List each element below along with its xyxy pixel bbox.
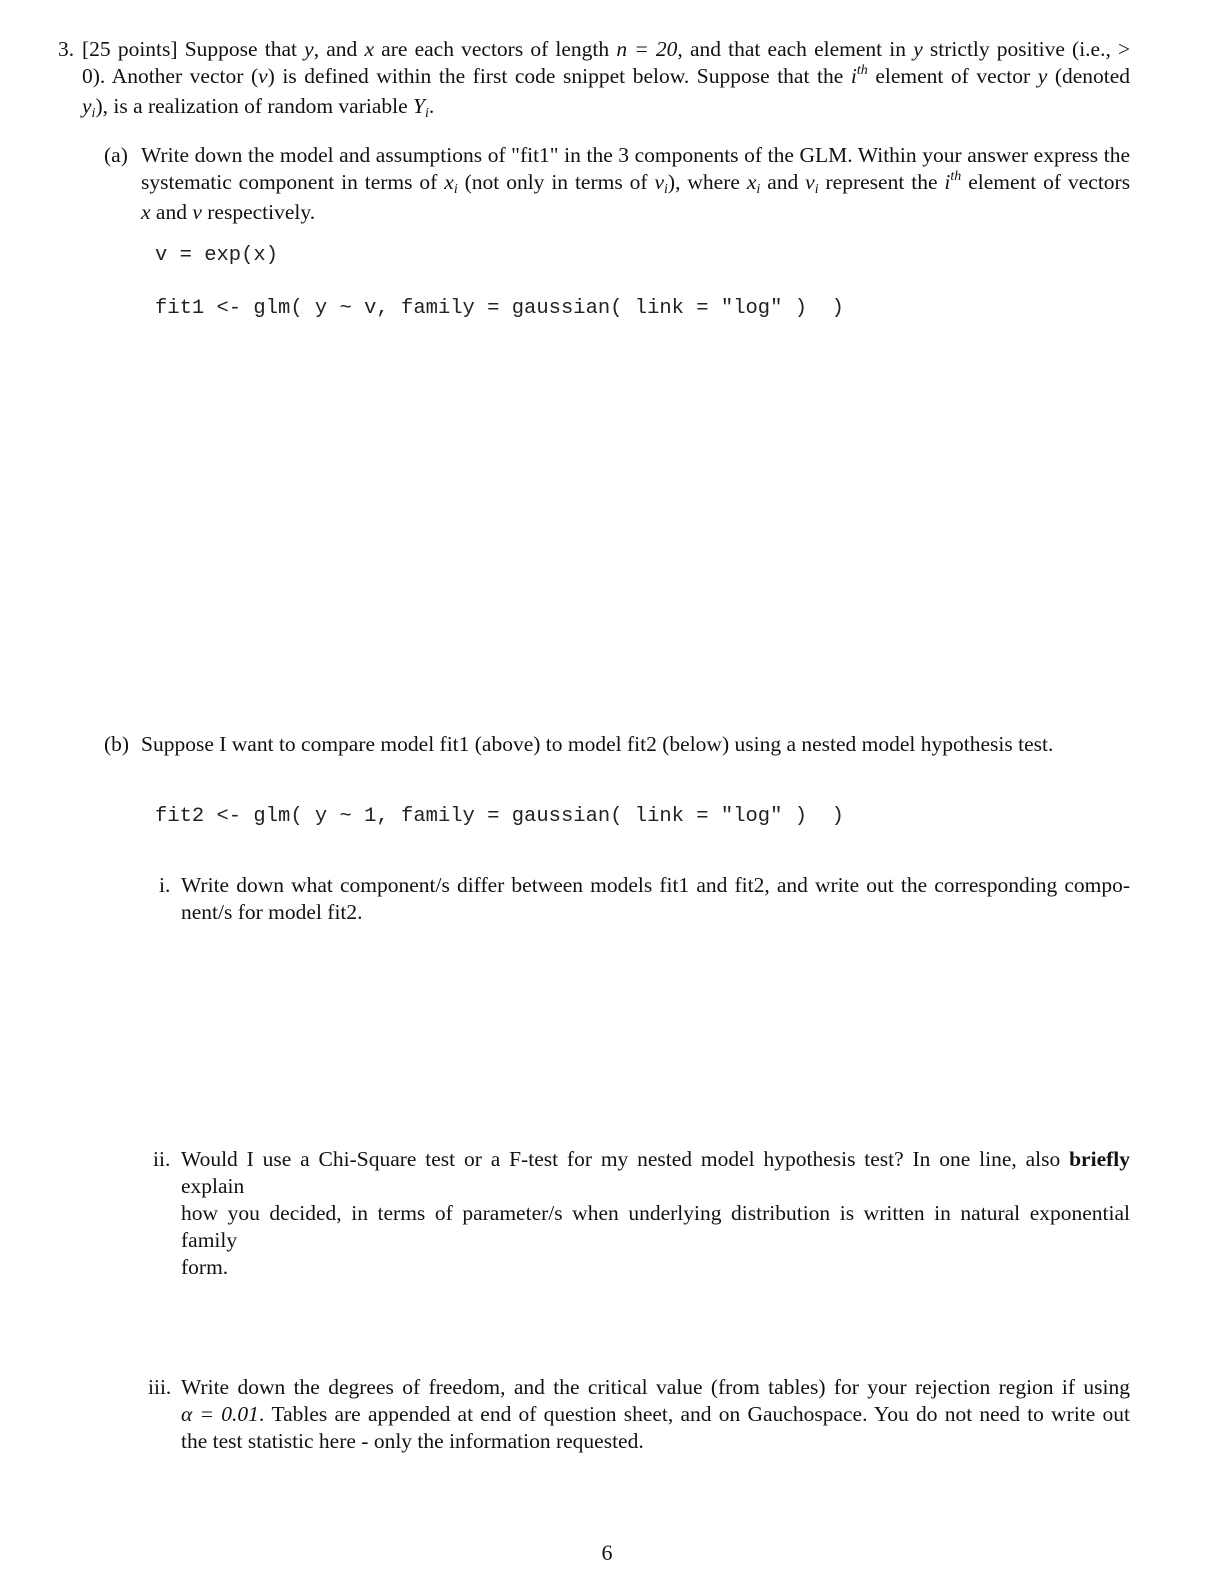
- part-a-line-1: Write down the model and assumptions of "fit1" in the 3 components of the GLM. Within your answer express the: [141, 143, 1130, 167]
- question-intro-line-2: 0). Another vector (v) is defined within the first code snippet below. Suppose that the $i^{th}$ element of vector y (denoted: [82, 63, 1131, 88]
- part-b-label: (b): [104, 732, 130, 756]
- sub-iii-line-2: α = 0.01. Tables are appended at end of question sheet, and on Gauchospace. You do not need to write out: [181, 1402, 1130, 1426]
- code-snippet-fit1: fit1 <- glm( y ~ v, family = gaussian( link = "log" ) ): [155, 297, 844, 320]
- sub-ii-line-1: Would I use a Chi-Square test or a F-test for my nested model hypothesis test? In one line, also briefly explain: [181, 1147, 1130, 1198]
- sub-i-line-1: Write down what component/s differ between models fit1 and fit2, and write out the corresponding compo-: [181, 873, 1130, 897]
- part-b-text: Suppose I want to compare model fit1 (above) to model fit2 (below) using a nested model hypothesis test.: [141, 732, 1054, 756]
- sub-ii-label: ii.: [153, 1147, 171, 1171]
- question-intro-line-3: $y_i$), is a realization of random variable $Y_i$.: [82, 94, 435, 121]
- part-a: [104, 142, 1130, 226]
- page-number: 6: [601, 1540, 613, 1565]
- part-a-line-2: systematic component in terms of $x_i$ (not only in terms of $v_i$), where $x_i$ and $v_i$ represent the $i^{th}$ element of vectors: [141, 169, 1131, 197]
- sub-ii-line-2: how you decided, in terms of parameter/s when underlying distribution is written in natural exponential family: [181, 1201, 1130, 1252]
- sub-ii-line-3: form.: [181, 1255, 229, 1279]
- part-b-sub-iii: [148, 1374, 1130, 1455]
- sub-iii-label: iii.: [148, 1375, 172, 1399]
- question-intro-line-1: [25 points] Suppose that y, and x are each vectors of length n = 20, and that each element in y strictly positive (i.e., >: [82, 37, 1131, 61]
- part-b-sub-ii: [153, 1146, 1130, 1281]
- sub-i-line-2: nent/s for model fit2.: [181, 900, 363, 924]
- sub-iii-line-1: Write down the degrees of freedom, and the critical value (from tables) for your rejection region if using: [181, 1375, 1130, 1399]
- code-snippet-fit2: fit2 <- glm( y ~ 1, family = gaussian( link = "log" ) ): [155, 805, 844, 828]
- question-intro: [58, 36, 1130, 123]
- part-a-line-3: x and v respectively.: [141, 200, 316, 224]
- code-snippet-v: v = exp(x): [155, 244, 279, 267]
- part-a-label: (a): [104, 143, 128, 167]
- part-b: [104, 731, 1130, 758]
- sub-i-label: i.: [159, 873, 171, 897]
- part-b-sub-i: [159, 872, 1130, 926]
- sub-iii-line-3: the test statistic here - only the information requested.: [181, 1429, 644, 1453]
- question-number: 3.: [58, 37, 75, 61]
